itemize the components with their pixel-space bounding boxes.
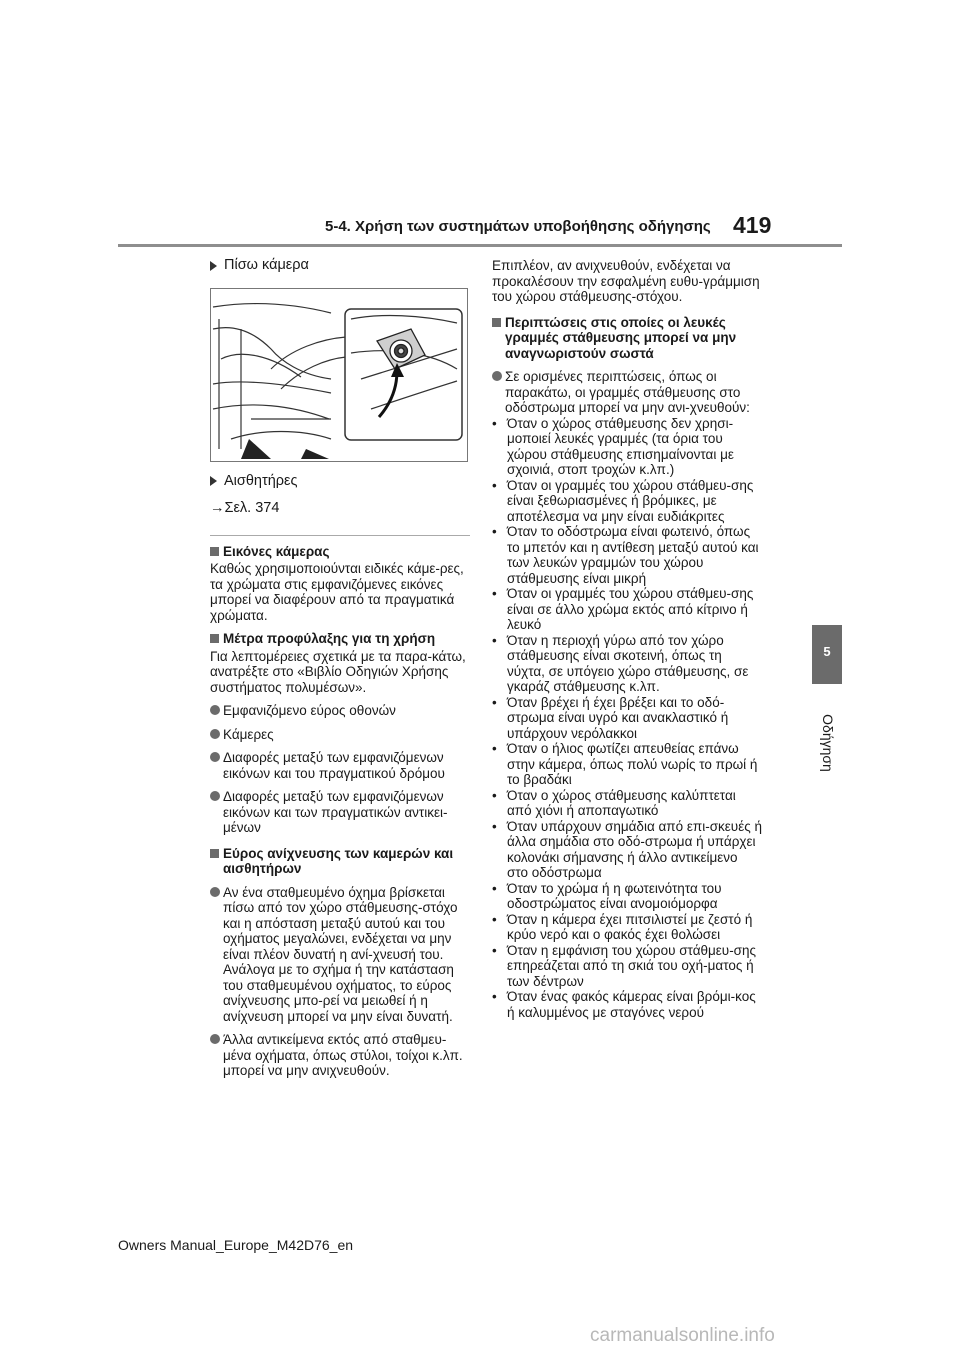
left-column bbox=[210, 256, 470, 1079]
list-item-text: Όταν η κάμερα έχει πιτσιλιστεί με ζεστό ή κρύο νερό και ο φακός έχει θολώσει bbox=[507, 911, 753, 942]
list-item bbox=[492, 369, 762, 416]
precautions-heading bbox=[210, 631, 470, 647]
document-footer: Owners Manual_Europe_M42D76_en bbox=[118, 1237, 354, 1253]
chapter-number: 5 bbox=[823, 644, 831, 659]
list-item: • Όταν βρέχει ή έχει βρέξει και το οδό-στρωμα είναι υγρό και ανακλαστικό ή υπάρχουν νερόλακκοι bbox=[492, 695, 762, 742]
section-title: 5-4. Χρήση των συστημάτων υποβοήθησης οδήγησης bbox=[325, 218, 711, 235]
square-bullet-icon bbox=[210, 547, 219, 556]
header-divider bbox=[118, 244, 842, 247]
list-item: • Όταν οι γραμμές του χώρου στάθμευ-σης είναι σε άλλο χρώμα εκτός από κίτρινο ή λευκό bbox=[492, 586, 762, 633]
list-item: • Όταν οι γραμμές του χώρου στάθμευ-σης είναι ξεθωριασμένες ή βρόμικες, με αποτέλεσμα να μην είναι ευδιάκριτες bbox=[492, 478, 762, 525]
list-item-text: Κάμερες bbox=[223, 726, 274, 742]
list-item bbox=[210, 885, 470, 1025]
page-reference-link[interactable]: →Σελ. 374 bbox=[210, 500, 280, 516]
circle-bullet-icon bbox=[492, 371, 502, 381]
list-item-text: Όταν η περιοχή γύρω από τον χώρο στάθμευσης είναι σκοτεινή, όπως τη νύχτα, σε υπόγειο χώρο στάθμευσης, σε γκαράζ στάθμευσης κ.λπ. bbox=[507, 632, 749, 694]
chapter-label: Οδήγηση bbox=[820, 714, 836, 772]
sensors-heading bbox=[210, 474, 470, 490]
list-item-text: Όταν ένας φακός κάμερας είναι βρόμι-κος ή καλυμμένος με σταγόνες νερού bbox=[507, 989, 756, 1020]
list-item-text: Άλλα αντικείμενα εκτός από σταθμευ-μένα οχήματα, όπως στύλοι, τοίχοι κ.λπ. μπορεί να μην ανιχνευθούν. bbox=[223, 1032, 463, 1078]
list-item-text: Διαφορές μεταξύ των εμφανιζόμενων εικόνων και του πραγματικού δρόμου bbox=[223, 750, 445, 781]
white-lines-heading-text: Περιπτώσεις στις οποίες οι λευκές γραμμές στάθμευσης μπορεί να μην αναγνωριστούν σωστά bbox=[505, 314, 737, 361]
list-item-text: Όταν το χρώμα ή η φωτεινότητα του οδοστρώματος είναι ανομοιόμορφα bbox=[507, 880, 722, 911]
list-item bbox=[210, 703, 470, 719]
camera-images-heading-text: Εικόνες κάμερας bbox=[223, 543, 330, 559]
list-item-text: Όταν το οδόστρωμα είναι φωτεινό, όπως το μπετόν και η αντίθεση μεταξύ αυτού και των λευκών γραμμών του χώρου στάθμευσης είναι μικρή bbox=[507, 524, 759, 586]
circle-bullet-icon bbox=[210, 791, 220, 801]
list-item bbox=[210, 727, 470, 743]
list-item-text: Όταν υπάρχουν σημάδια από επι-σκευές ή άλλα σημάδια στο οδό-στρωμα ή υπάρχει κολονάκι σήμανσης ή άλλο αντικείμενο στο οδόστρωμα bbox=[507, 818, 762, 880]
circle-bullet-icon bbox=[210, 887, 220, 897]
rear-camera-heading-text: Πίσω κάμερα bbox=[224, 257, 309, 273]
continuation-text: Επιπλέον, αν ανιχνευθούν, ενδέχεται να προκαλέσουν την εσφαλμένη ευθυ-γράμμιση του χώρου στάθμευσης-στόχου. bbox=[492, 258, 760, 304]
list-item-text: Όταν ο χώρος στάθμευσης δεν χρησι-μοποιεί λευκές γραμμές (τα όρια του χώρου στάθμευσης επισημαίνονται με σχοινιά, στοπ τροχών κ.λπ.) bbox=[507, 415, 734, 477]
list-item bbox=[210, 750, 470, 781]
list-item: • Όταν το χρώμα ή η φωτεινότητα του οδοστρώματος είναι ανομοιόμορφα bbox=[492, 881, 762, 912]
square-bullet-icon bbox=[492, 318, 501, 327]
chapter-tab bbox=[812, 625, 842, 684]
list-item-text: Σε ορισμένες περιπτώσεις, όπως οι παρακάτω, οι γραμμές στάθμευσης στο οδόστρωμα μπορεί να μην ανι-χνευθούν: bbox=[505, 369, 750, 415]
list-item: • Όταν ένας φακός κάμερας είναι βρόμι-κος ή καλυμμένος με σταγόνες νερού bbox=[492, 989, 762, 1020]
watermark-link[interactable]: carmanualsonline.info bbox=[590, 1325, 775, 1346]
circle-bullet-icon bbox=[210, 752, 220, 762]
square-bullet-icon bbox=[210, 634, 219, 643]
circle-bullet-icon bbox=[210, 705, 220, 715]
camera-images-text: Καθώς χρησιμοποιούνται ειδικές κάμε-ρες, τα χρώματα στις εμφανιζόμενες εικόνες μπορεί να διαφέρουν από τα πραγματικά χρώματα. bbox=[210, 561, 464, 623]
precautions-text: Για λεπτομέρειες σχετικά με τα παρα-κάτω, ανατρέξτε στο «Βιβλίο Οδηγιών Χρήσης συστήματος πολυμέσων». bbox=[210, 648, 466, 695]
white-lines-heading bbox=[492, 315, 762, 362]
list-item-text: Όταν η εμφάνιση του χώρου στάθμευ-σης επηρεάζεται από τη σκιά του οχή-ματος ή των δέντρων bbox=[507, 942, 757, 989]
list-item-text: Όταν ο χώρος στάθμευσης καλύπτεται από χιόνι ή αποπαγωτικό bbox=[507, 787, 736, 818]
page-number: 419 bbox=[733, 212, 772, 238]
right-column bbox=[492, 258, 762, 1020]
triangle-icon bbox=[210, 261, 217, 271]
list-item: • Όταν υπάρχουν σημάδια από επι-σκευές ή άλλα σημάδια στο οδό-στρωμα ή υπάρχει κολονάκι σήμανσης ή άλλο αντικείμενο στο οδόστρωμα bbox=[492, 818, 762, 880]
detection-range-heading bbox=[210, 846, 470, 877]
rear-camera-illustration-icon bbox=[211, 289, 467, 461]
rear-camera-figure bbox=[210, 288, 468, 462]
detection-range-heading-text: Εύρος ανίχνευσης των καμερών και αισθητήρων bbox=[223, 845, 454, 876]
list-item-text: Όταν οι γραμμές του χώρου στάθμευ-σης είναι ξεθωριασμένες ή βρόμικες, με αποτέλεσμα να μην είναι ευδιάκριτες bbox=[507, 477, 754, 524]
white-lines-bullet-list bbox=[492, 416, 762, 1021]
circle-bullet-icon bbox=[210, 1034, 220, 1044]
list-item-text: Όταν οι γραμμές του χώρου στάθμευ-σης είναι σε άλλο χρώμα εκτός από κίτρινο ή λευκό bbox=[507, 586, 754, 632]
list-item bbox=[210, 789, 470, 836]
precautions-heading-text: Μέτρα προφύλαξης για τη χρήση bbox=[223, 631, 436, 646]
list-item: • Όταν ο χώρος στάθμευσης δεν χρησι-μοποιεί λευκές γραμμές (τα όρια του χώρου στάθμευσης επισημαίνονται με σχοινιά, στοπ τροχών κ.λπ.) bbox=[492, 416, 762, 478]
list-item: • Όταν η περιοχή γύρω από τον χώρο στάθμευσης είναι σκοτεινή, όπως τη νύχτα, σε υπόγειο χώρο στάθμευσης, σε γκαράζ στάθμευσης κ.λπ. bbox=[492, 633, 762, 695]
list-item-text: Όταν βρέχει ή έχει βρέξει και το οδό-στρωμα είναι υγρό και ανακλαστικό ή υπάρχουν νερόλακκοι bbox=[507, 694, 729, 741]
list-item-text: Όταν ο ήλιος φωτίζει απευθείας επάνω στην κάμερα, όπως πολύ νωρίς το πρωί ή το βραδάκι bbox=[507, 741, 758, 787]
list-item: • Όταν η κάμερα έχει πιτσιλιστεί με ζεστό ή κρύο νερό και ο φακός έχει θολώσει bbox=[492, 912, 762, 943]
list-item-text: Αν ένα σταθμευμένο όχημα βρίσκεται πίσω από τον χώρο στάθμευσης-στόχο και η απόσταση μεταξύ αυτού και του οχήματος μεγαλώνει, ενδέχεται να μην είναι πλέον δυνατή η ανί-χνευσή του. Ανάλογα με το σχήμα ή την κατάσταση του σταθμευμένου οχήματος, το εύρος ανίχνευσης μπο-ρεί να μειωθεί ή η ανίχνευση μπορεί να μην είναι δυνατή. bbox=[223, 884, 458, 1024]
camera-images-heading bbox=[210, 544, 470, 560]
sensors-heading-text: Αισθητήρες bbox=[224, 472, 298, 489]
list-item: • Όταν η εμφάνιση του χώρου στάθμευ-σης επηρεάζεται από τη σκιά του οχή-ματος ή των δέντρων bbox=[492, 943, 762, 990]
square-bullet-icon bbox=[210, 849, 219, 858]
list-item: • Όταν ο ήλιος φωτίζει απευθείας επάνω στην κάμερα, όπως πολύ νωρίς το πρωί ή το βραδάκι bbox=[492, 741, 762, 788]
list-item: • Όταν ο χώρος στάθμευσης καλύπτεται από χιόνι ή αποπαγωτικό bbox=[492, 788, 762, 819]
list-item-text: Εμφανιζόμενο εύρος οθονών bbox=[223, 703, 396, 718]
list-item-text: Διαφορές μεταξύ των εμφανιζόμενων εικόνων και των πραγματικών αντικει-μένων bbox=[223, 789, 448, 835]
list-item bbox=[210, 1032, 470, 1079]
rear-camera-heading bbox=[210, 258, 470, 274]
triangle-icon bbox=[210, 476, 217, 486]
section-divider bbox=[210, 535, 470, 536]
list-item: • Όταν το οδόστρωμα είναι φωτεινό, όπως το μπετόν και η αντίθεση μεταξύ αυτού και των λευκών γραμμών του χώρου στάθμευσης είναι μικρή bbox=[492, 524, 762, 586]
circle-bullet-icon bbox=[210, 729, 220, 739]
